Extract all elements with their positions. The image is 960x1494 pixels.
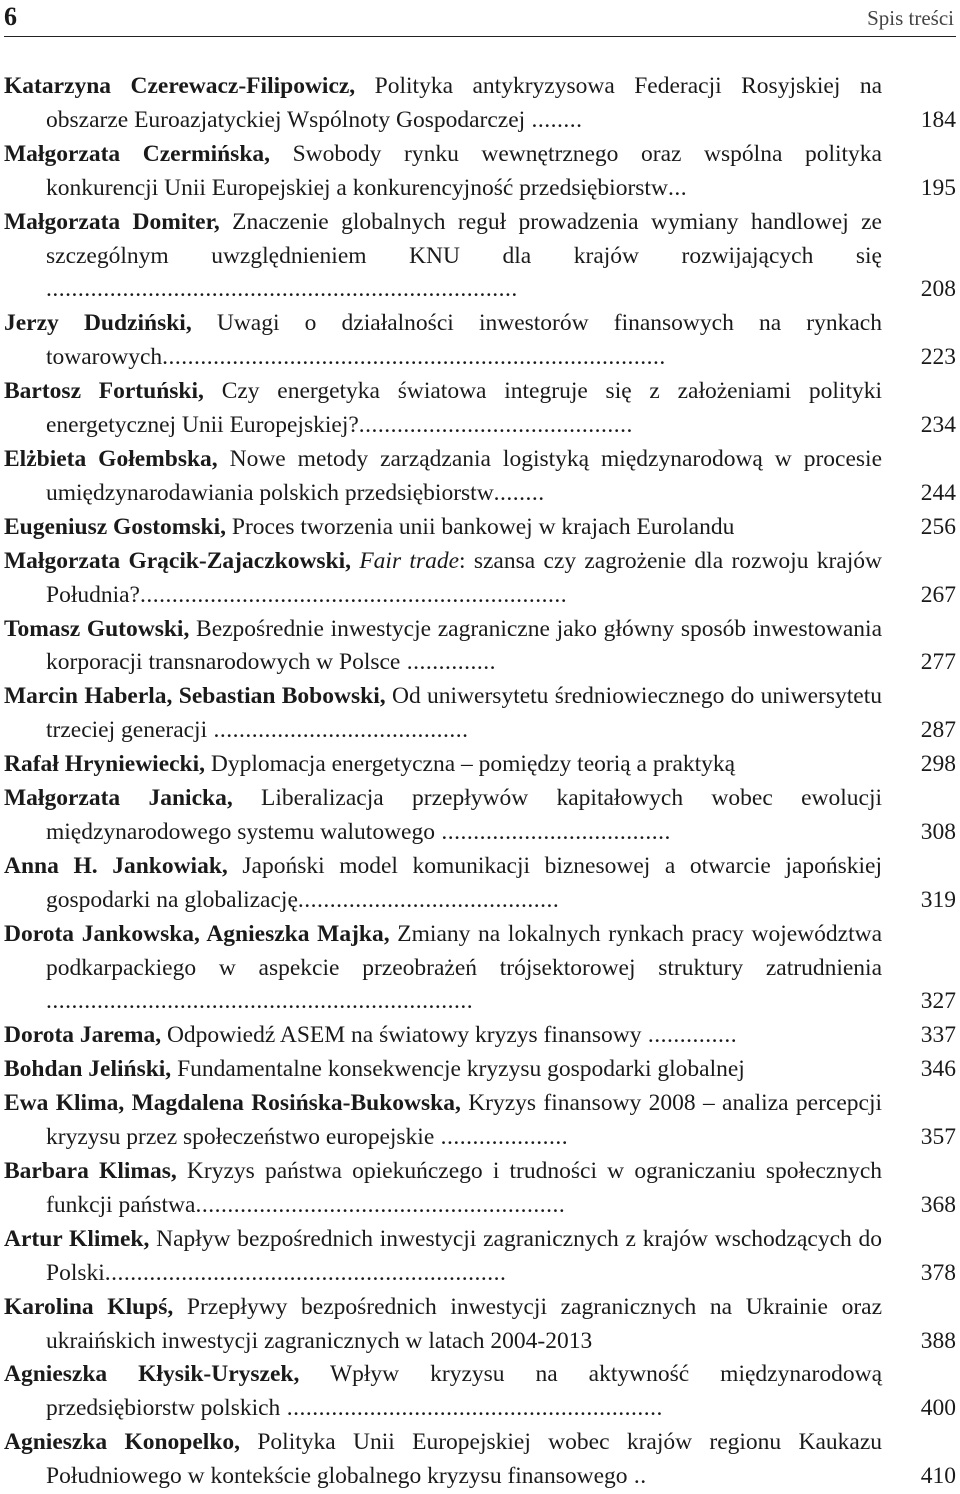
entry-page-number: 267 — [920, 581, 956, 608]
toc-entry-text — [4, 545, 882, 613]
entry-page-number: 357 — [920, 1124, 956, 1151]
toc-entry[interactable] — [4, 1019, 956, 1053]
entry-page-number: 195 — [920, 174, 956, 201]
toc-entry[interactable] — [4, 1155, 956, 1223]
entry-page-number: 319 — [920, 886, 956, 913]
toc-entry[interactable] — [4, 1053, 956, 1087]
toc-entry-text — [4, 1223, 882, 1291]
entry-page-number: 184 — [920, 106, 956, 133]
toc-entry-text — [4, 1426, 882, 1494]
toc-entry-text — [4, 782, 882, 850]
entry-author: Elżbieta Gołembska, — [4, 445, 218, 472]
entry-page-number: 208 — [920, 276, 956, 303]
entry-page-number: 327 — [920, 988, 956, 1015]
toc-entry-text — [4, 680, 882, 748]
toc-entry-text — [4, 375, 882, 443]
toc-entry[interactable] — [4, 70, 956, 138]
entry-page-number: 400 — [920, 1395, 956, 1422]
toc-entry[interactable] — [4, 1291, 956, 1359]
toc-entry[interactable] — [4, 1358, 956, 1426]
entry-author: Małgorzata Janicka, — [4, 785, 233, 812]
entry-page-number: 277 — [920, 649, 956, 676]
entry-leader-dots: .................... — [434, 1124, 569, 1151]
entry-author: Tomasz Gutowski, — [4, 615, 190, 642]
entry-page-number: 234 — [920, 412, 956, 439]
entry-leader-dots: .......................................................................... — [46, 276, 518, 303]
entry-author: Bohdan Jeliński, — [4, 1056, 172, 1083]
toc-entry[interactable] — [4, 613, 956, 681]
toc-entry[interactable] — [4, 375, 956, 443]
entry-title: Kryzys państwa opiekuńczego i trudności w ograniczaniu społecznych funkcji państwa — [46, 1158, 882, 1218]
entry-page-number: 298 — [920, 751, 956, 778]
toc-entry-text — [4, 443, 882, 511]
entry-author: Jerzy Dudziński, — [4, 310, 192, 337]
entry-leader-dots: ................................................................... — [140, 581, 568, 608]
toc-entry-text — [4, 850, 882, 918]
toc-entry[interactable] — [4, 918, 956, 1020]
toc-entry-text — [4, 918, 882, 1020]
toc-entry[interactable] — [4, 1087, 956, 1155]
entry-leader-dots: .............. — [400, 649, 496, 676]
entry-leader-dots: ........................................ — [207, 717, 469, 744]
entry-leader-dots: .. — [627, 1463, 647, 1490]
toc-entry-text — [4, 1358, 882, 1426]
entry-title: Uwagi o działalności inwestorów finansowych na rynkach towarowych — [46, 310, 882, 371]
entry-author: Agnieszka Konopelko, — [4, 1429, 241, 1456]
toc-entry[interactable] — [4, 748, 956, 782]
entry-leader-dots: ........................................................... — [280, 1395, 663, 1422]
entry-title-italic: Fair trade — [359, 547, 460, 574]
page-header — [4, 0, 956, 37]
entry-leader-dots: .......................................................... — [195, 1191, 566, 1218]
page-number: 6 — [4, 2, 17, 31]
entry-author: Artur Klimek, — [4, 1225, 150, 1252]
entry-leader-dots: ........................................... — [358, 412, 633, 439]
entry-title: Fundamentalne konsekwencje kryzysu gospodarki globalnej — [177, 1056, 745, 1083]
entry-author: Małgorzata Czermińska, — [4, 140, 271, 167]
toc-entry-text — [4, 307, 882, 375]
entry-leader-dots: .................................... — [434, 818, 671, 845]
toc-entry-text — [4, 613, 882, 681]
entry-title: Napływ bezpośrednich inwestycji zagranicznych z krajów wschodzących do Polski — [46, 1225, 883, 1286]
entry-page-number: 308 — [920, 818, 956, 845]
entry-author: Karolina Klupś, — [4, 1293, 174, 1320]
entry-title: Polityka Unii Europejskiej wobec krajów regionu Kaukazu Południowego w kontekście globalnego kryzysu finansowego — [46, 1429, 882, 1490]
entry-leader-dots: ... — [667, 174, 688, 201]
toc-entry[interactable] — [4, 545, 956, 613]
entry-title: Liberalizacja przepływów kapitałowych wobec ewolucji międzynarodowego systemu walutowego — [46, 785, 883, 845]
entry-title: : szansa czy zagrożenie dla rozwoju krajów Południa? — [46, 547, 882, 608]
entry-leader-dots: ......................................... — [297, 886, 560, 913]
entry-author: Eugeniusz Gostomski, — [4, 513, 226, 540]
toc-entry[interactable] — [4, 782, 956, 850]
entry-title: Dyplomacja energetyczna – pomiędzy teorią a praktyką — [210, 751, 736, 778]
entry-author: Anna H. Jankowiak, — [4, 852, 228, 879]
entry-author: Małgorzata Domiter, — [4, 208, 220, 235]
toc-entry-text — [4, 1053, 882, 1087]
entry-title: Swobody rynku wewnętrznego oraz wspólna polityka konkurencji Unii Europejskiej a konkurencyjność przedsiębiorstw — [46, 140, 882, 201]
toc-entry-text — [4, 511, 882, 545]
toc-entry[interactable] — [4, 680, 956, 748]
entry-page-number: 410 — [920, 1463, 956, 1490]
toc-entry[interactable] — [4, 1426, 956, 1494]
entry-page-number: 287 — [920, 717, 956, 744]
entry-author: Małgorzata Grącik-Zajaczkowski, — [4, 547, 352, 574]
entry-page-number: 388 — [920, 1327, 956, 1354]
entry-title: Znaczenie globalnych reguł prowadzenia wymiany handlowej ze szczególnym uwzględnieniem KNU dla krajów rozwijających się — [46, 208, 882, 269]
entry-page-number: 346 — [920, 1056, 956, 1083]
entry-title: Japoński model komunikacji biznesowej a otwarcie japońskiej gospodarki na globalizację — [46, 852, 882, 913]
toc-entry-text — [4, 206, 882, 308]
entry-leader-dots: ........ — [525, 106, 583, 133]
entry-author: Bartosz Fortuński, — [4, 378, 204, 405]
entry-author: Rafał Hryniewiecki, — [4, 751, 206, 778]
entry-title: Bezpośrednie inwestycje zagraniczne jako główny sposób inwestowania korporacji transnarodowych w Polsce — [46, 615, 883, 676]
toc-entry[interactable] — [4, 511, 956, 545]
entry-leader-dots: ............................................................................... — [162, 344, 666, 371]
toc-entry[interactable] — [4, 443, 956, 511]
entry-page-number: 256 — [920, 513, 956, 540]
toc-entry-text — [4, 1019, 882, 1053]
toc-entry-text — [4, 1291, 882, 1359]
entry-leader-dots: ................................................................... — [46, 988, 474, 1015]
toc-entry-text — [4, 1087, 882, 1155]
entry-page-number: 378 — [920, 1259, 956, 1286]
table-of-contents — [4, 70, 956, 1494]
entry-author: Katarzyna Czerewacz-Filipowicz, — [4, 73, 356, 99]
toc-entry-text — [4, 1155, 882, 1223]
entry-title: Proces tworzenia unii bankowej w krajach Eurolandu — [231, 513, 735, 540]
entry-author: Barbara Klimas, — [4, 1158, 177, 1184]
toc-entry-text — [4, 748, 882, 782]
toc-entry[interactable] — [4, 138, 956, 206]
entry-title: Nowe metody zarządzania logistyką międzynarodową w procesie umiędzynarodawiania polskich przedsiębiorstw — [46, 445, 882, 506]
entry-page-number: 223 — [920, 344, 956, 371]
entry-page-number: 368 — [920, 1191, 956, 1218]
toc-entry[interactable] — [4, 1223, 956, 1291]
entry-author: Dorota Jankowska, Agnieszka Majka, — [4, 920, 390, 947]
entry-title: Czy energetyka światowa integruje się z założeniami polityki energetycznej Unii Europejskiej? — [46, 378, 883, 439]
entry-title: Polityka antykryzysowa Federacji Rosyjskiej na obszarze Euroazjatyckiej Wspólnoty Gospodarczej — [46, 73, 883, 133]
entry-title: Zmiany na lokalnych rynkach pracy województwa podkarpackiego w aspekcie przeobrażeń trójsektorowej struktury zatrudnienia — [46, 920, 883, 981]
entry-title: Przepływy bezpośrednich inwestycji zagranicznych na Ukrainie oraz ukraińskich inwestycji zagranicznych w latach 2004-2013 — [46, 1293, 883, 1354]
entry-title: Kryzys finansowy 2008 – analiza percepcji kryzysu przez społeczeństwo europejskie — [46, 1090, 883, 1151]
toc-entry[interactable] — [4, 307, 956, 375]
entry-author: Agnieszka Kłysik-Uryszek, — [4, 1361, 300, 1388]
toc-entry-text — [4, 138, 882, 206]
entry-title: Od uniwersytetu średniowiecznego do uniwersytetu trzeciej generacji — [46, 683, 883, 744]
entry-leader-dots: .............. — [641, 1022, 738, 1049]
entry-title: Wpływ kryzysu na aktywność międzynarodową przedsiębiorstw polskich — [46, 1361, 883, 1422]
toc-entry[interactable] — [4, 206, 956, 308]
toc-entry[interactable] — [4, 850, 956, 918]
entry-page-number: 337 — [920, 1022, 956, 1049]
entry-author: Marcin Haberla, Sebastian Bobowski, — [4, 683, 386, 710]
entry-title: Odpowiedź ASEM na światowy kryzys finansowy — [166, 1022, 642, 1049]
toc-entry-text — [4, 70, 882, 138]
entry-leader-dots: ........ — [493, 479, 545, 506]
running-title: Spis treści — [867, 6, 954, 30]
entry-author: Ewa Klima, Magdalena Rosińska-Bukowska, — [4, 1090, 461, 1117]
entry-leader-dots: ............................................................... — [104, 1259, 507, 1286]
entry-author: Dorota Jarema, — [4, 1022, 162, 1049]
entry-page-number: 244 — [920, 479, 956, 506]
